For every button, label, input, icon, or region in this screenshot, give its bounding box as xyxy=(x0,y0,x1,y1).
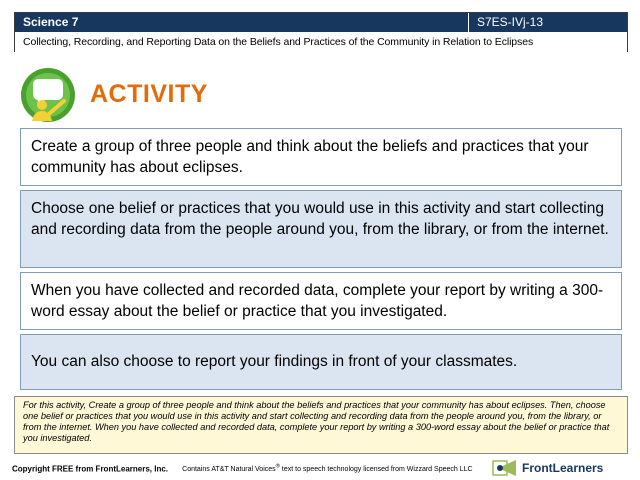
copyright-text: Copyright FREE from FrontLearners, Inc. xyxy=(12,464,169,474)
activity-title: ACTIVITY xyxy=(90,80,208,108)
lesson-subtitle: Collecting, Recording, and Reporting Data on the Beliefs and Practices of the Community in Relation to Eclipses xyxy=(15,32,627,52)
frontlearners-logo-icon xyxy=(492,458,518,478)
frontlearners-brand: FrontLearners xyxy=(522,461,604,475)
att-text-end: text to speech technology licensed from Wizzard Speech LLC xyxy=(279,466,473,474)
att-text: Contains AT&T Natural Voices xyxy=(182,466,276,474)
activity-box-3: When you have collected and recorded data, complete your report by writing a 300-word essay about the belief or practice that you investigated. xyxy=(20,272,622,330)
att-notice xyxy=(182,466,472,473)
footer xyxy=(12,464,473,473)
header-bar xyxy=(15,13,627,32)
activity-box-2: Choose one belief or practices that you would use in this activity and start collecting and recording data from the people around you, from the library, or from the internet. xyxy=(20,190,622,268)
speaker-note: For this activity, Create a group of three people and think about the beliefs and practices that your community has about eclipses. Then, choose one belief or practices that you would use in this activity and start collecting and recording data from the people around you, from the library, or from the internet. When you have collected and recorded data, complete your report by writing a 300-word essay about the belief or practice that you investigated. xyxy=(14,396,628,454)
competency-code: S7ES-IVj-13 xyxy=(468,13,627,32)
slide-header xyxy=(14,12,628,52)
frontlearners-logo xyxy=(492,457,632,479)
att-registered: ® xyxy=(275,464,280,470)
subject-label: Science 7 xyxy=(23,15,79,29)
activity-box-4: You can also choose to report your findings in front of your classmates. xyxy=(20,334,622,390)
speech-bubble-person-icon xyxy=(20,67,76,123)
activity-box-1: Create a group of three people and think about the beliefs and practices that your community has about eclipses. xyxy=(20,128,622,186)
